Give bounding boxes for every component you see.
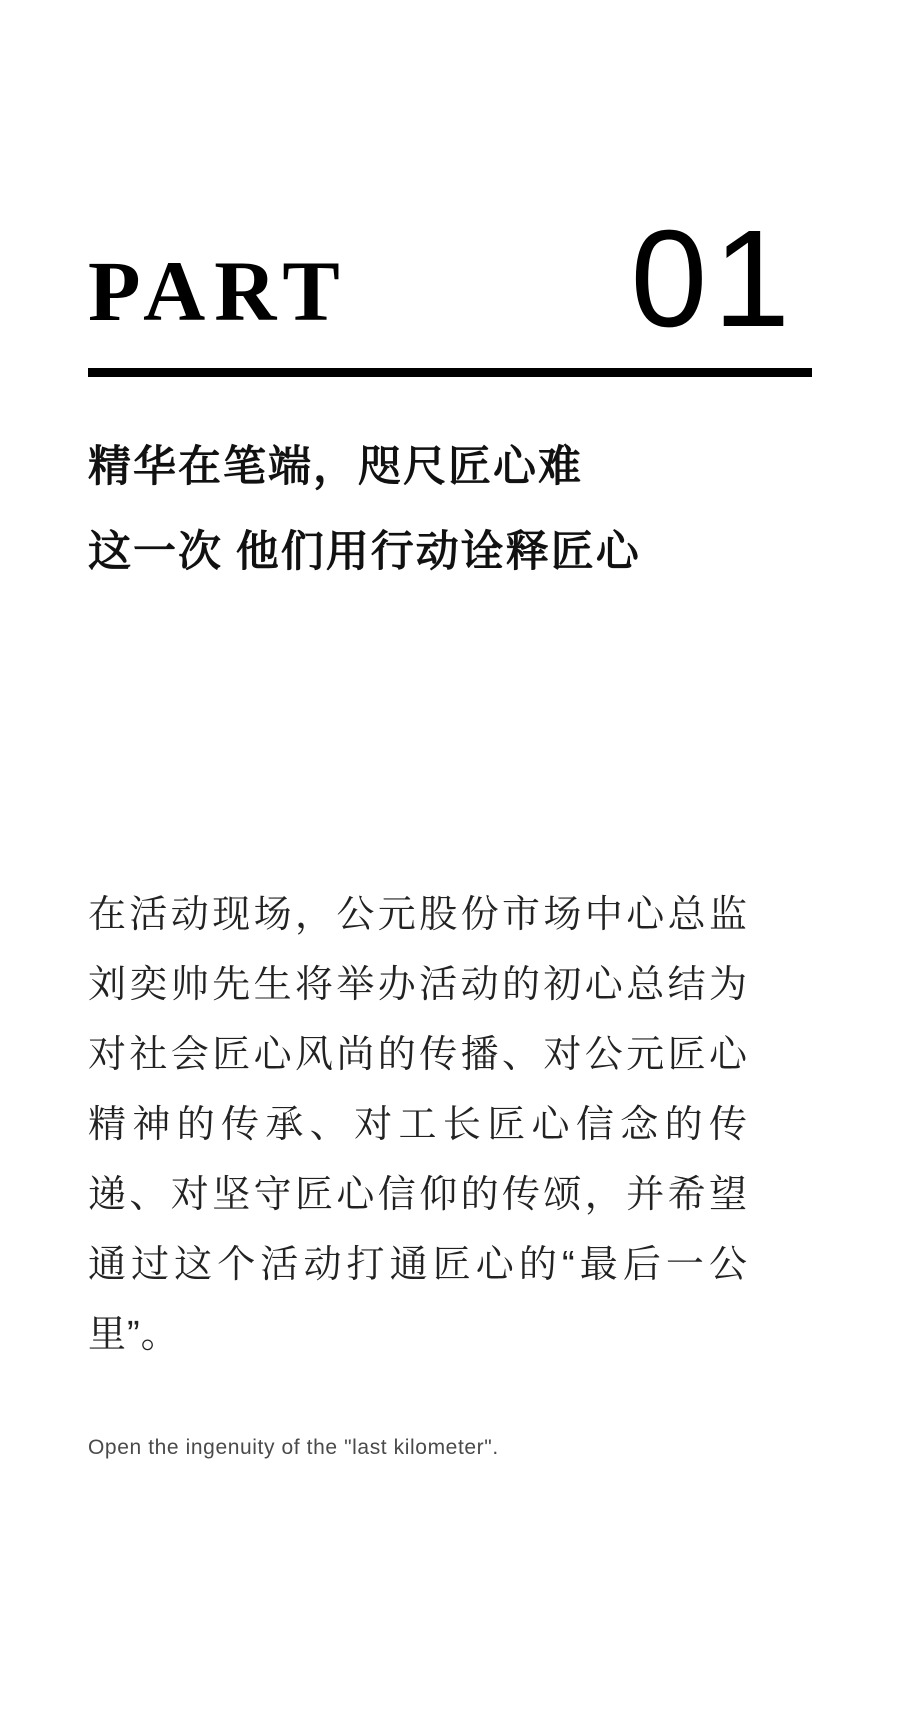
part-label: PART: [88, 243, 349, 339]
headline-line-1: 精华在笔端，咫尺匠心难: [88, 444, 583, 491]
body-copy: [88, 880, 748, 1370]
part-header: [88, 202, 812, 385]
headline: [88, 425, 828, 595]
headline-line-2: 这一次 他们用行动诠释匠心: [88, 529, 641, 576]
part-number: 01: [630, 202, 796, 356]
header-divider: [88, 368, 812, 377]
caption-text: Open the ingenuity of the "last kilometer".: [88, 1436, 499, 1459]
english-caption: [88, 1430, 748, 1466]
body-paragraph: 在活动现场，公元股份市场中心总监刘奕帅先生将举办活动的初心总结为对社会匠心风尚的传播、对公元匠心精神的传承、对工长匠心信念的传递、对坚守匠心信仰的传颂，并希望通过这个活动打通匠心的“最后一公里”。: [88, 894, 748, 1356]
